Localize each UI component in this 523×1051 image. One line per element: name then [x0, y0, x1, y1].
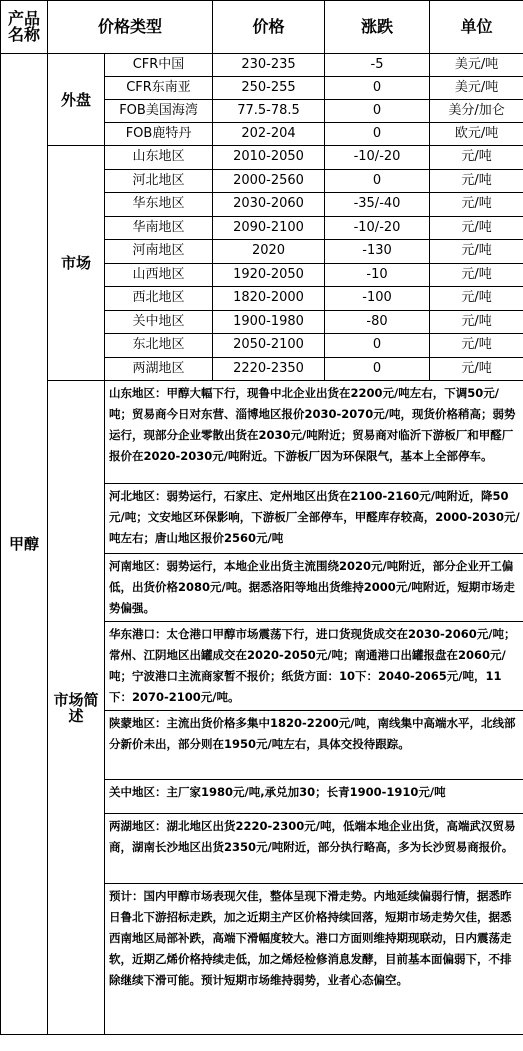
unit-cell: 元/吨 [430, 146, 523, 170]
table-row [1, 146, 523, 170]
price-cell: 230-235 [213, 54, 325, 77]
change-cell: -35/-40 [325, 193, 430, 217]
group-summary: 市场简述 [48, 381, 105, 1035]
header-price-type: 价格类型 [48, 1, 213, 54]
price-cell: 2030-2060 [213, 193, 325, 217]
unit-cell: 元/吨 [430, 287, 523, 311]
price-cell: 250-255 [213, 77, 325, 100]
unit-cell: 美元/吨 [430, 54, 523, 77]
price-type-cell: CFR中国 [105, 54, 213, 77]
price-type-cell: 山西地区 [105, 263, 213, 287]
header-price: 价格 [213, 1, 325, 54]
unit-cell: 元/吨 [430, 263, 523, 287]
product-name: 甲醇 [1, 54, 48, 1035]
unit-cell: 欧元/吨 [430, 123, 523, 146]
change-cell: 0 [325, 123, 430, 146]
price-type-cell: 东北地区 [105, 334, 213, 358]
price-type-cell: 关中地区 [105, 310, 213, 334]
table-row [1, 54, 523, 77]
price-cell: 2220-2350 [213, 357, 325, 381]
change-cell: -130 [325, 240, 430, 264]
unit-cell: 元/吨 [430, 216, 523, 240]
change-cell: 0 [325, 77, 430, 100]
price-cell: 1900-1980 [213, 310, 325, 334]
summary-row [1, 381, 523, 484]
unit-cell: 元/吨 [430, 193, 523, 217]
price-cell: 1820-2000 [213, 287, 325, 311]
price-cell: 202-204 [213, 123, 325, 146]
change-cell: 0 [325, 169, 430, 193]
group-market: 市场 [48, 146, 105, 381]
unit-cell: 美分/加仑 [430, 100, 523, 123]
change-cell: -100 [325, 287, 430, 311]
change-cell: 0 [325, 334, 430, 358]
header-change: 涨跌 [325, 1, 430, 54]
change-cell: -10 [325, 263, 430, 287]
price-type-cell: CFR东南亚 [105, 77, 213, 100]
price-cell: 1920-2050 [213, 263, 325, 287]
price-type-cell: 河北地区 [105, 169, 213, 193]
change-cell: 0 [325, 100, 430, 123]
price-cell: 2010-2050 [213, 146, 325, 170]
change-cell: -10/-20 [325, 146, 430, 170]
unit-cell: 美元/吨 [430, 77, 523, 100]
price-type-cell: FOB美国海湾 [105, 100, 213, 123]
price-cell: 2050-2100 [213, 334, 325, 358]
price-cell: 2020 [213, 240, 325, 264]
unit-cell: 元/吨 [430, 240, 523, 264]
price-cell: 2090-2100 [213, 216, 325, 240]
unit-cell: 元/吨 [430, 334, 523, 358]
price-type-cell: FOB鹿特丹 [105, 123, 213, 146]
price-type-cell: 西北地区 [105, 287, 213, 311]
change-cell: -80 [325, 310, 430, 334]
price-type-cell: 华南地区 [105, 216, 213, 240]
change-cell: -5 [325, 54, 430, 77]
price-type-cell: 山东地区 [105, 146, 213, 170]
summary-note: 河北地区：弱势运行，石家庄、定州地区出货在2100-2160元/吨附近，降50元/吨；文安地区环保影响，下游板厂全部停车，甲醛库存较高，2000-2030元/吨左右；唐山地区报价2560元/吨 [105, 484, 523, 554]
summary-note: 陕蒙地区：主流出货价格多集中1820-2200元/吨，南线集中高端水平，北线部分新价未出，部分则在1950元/吨左右，具体交投待跟踪。 [105, 711, 523, 780]
price-type-cell: 河南地区 [105, 240, 213, 264]
unit-cell: 元/吨 [430, 169, 523, 193]
price-type-cell: 两湖地区 [105, 357, 213, 381]
summary-note: 河南地区：弱势运行，本地企业出货主流围绕2020元/吨附近，部分企业开工偏低，出货价格2080元/吨。据悉洛阳等地出货维持2000元/吨附近，短期市场走势偏强。 [105, 554, 523, 622]
summary-note: 关中地区：主厂家1980元/吨,承兑加30；长青1900-1910元/吨 [105, 780, 523, 814]
group-external: 外盘 [48, 54, 105, 146]
change-cell: -10/-20 [325, 216, 430, 240]
header-product: 产品名称 [1, 1, 48, 54]
unit-cell: 元/吨 [430, 357, 523, 381]
header-row [1, 1, 523, 54]
header-unit: 单位 [430, 1, 523, 54]
price-cell: 77.5-78.5 [213, 100, 325, 123]
summary-note: 华东港口：太仓港口甲醇市场震荡下行，进口货现货成交在2030-2060元/吨；常州、江阴地区出罐成交在2020-2050元/吨；南通港口出罐报盘在2060元/吨；宁波港口主流商家暂不报价；纸货方面：10下：2040-2065元/吨，11下：2070-2100元/吨。 [105, 622, 523, 711]
unit-cell: 元/吨 [430, 310, 523, 334]
summary-note: 两湖地区：湖北地区出货2220-2300元/吨，低端本地企业出货，高端武汉贸易商，湖南长沙地区出货2350元/吨附近，部分执行略高，多为长沙贸易商报价。 [105, 814, 523, 884]
price-cell: 2000-2560 [213, 169, 325, 193]
price-type-cell: 华东地区 [105, 193, 213, 217]
change-cell: 0 [325, 357, 430, 381]
summary-note: 预计：国内甲醇市场表现欠佳，整体呈现下滑走势。内地延续偏弱行情，据悉昨日鲁北下游招标走跌，加之近期主产区价格持续回落，短期市场走势欠佳，据悉西南地区局部补跌，高端下滑幅度较大。港口方面则维持期现联动，日内震荡走软，近期乙烯价格持续走低，加之烯烃检修消息发酵，目前基本面偏弱下，不排除继续下滑可能。预计短期市场维持弱势，业者心态偏空。 [105, 884, 523, 1035]
summary-note: 山东地区：甲醇大幅下行，现鲁中北企业出货在2200元/吨左右，下调50元/吨；贸易商今日对东营、淄博地区报价2030-2070元/吨，现货价格稍高；弱势运行，现部分企业零散出货在2030元/吨附近；贸易商对临沂下游板厂和甲醛厂报价在2020-2030元/吨附近。下游板厂因为环保限气，基本上全部停车。 [105, 381, 523, 484]
